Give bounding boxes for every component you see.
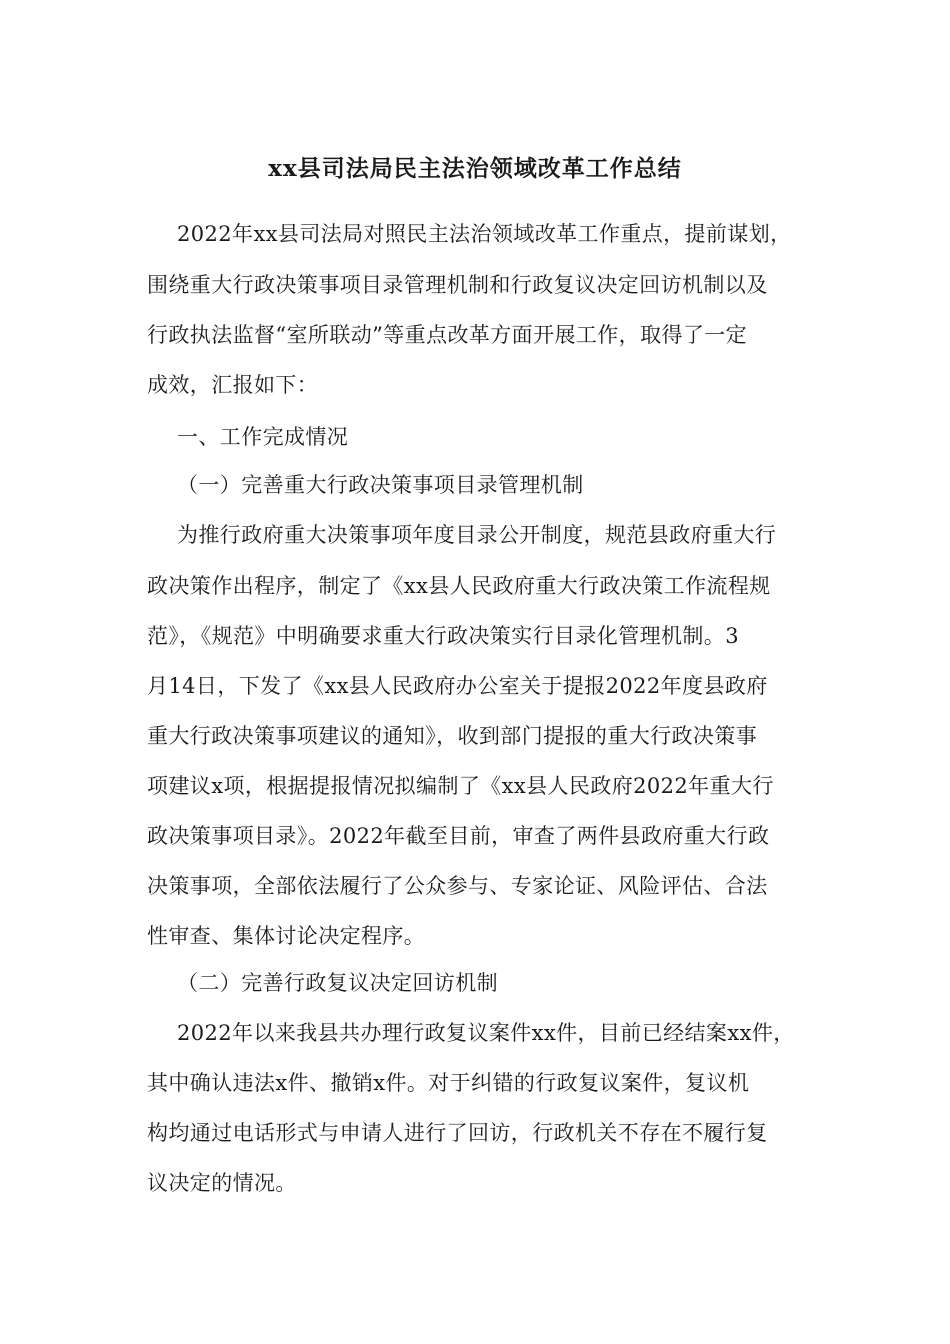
- document-title: xx县司法局民主法治领域改革工作总结: [268, 155, 682, 182]
- subsection-2-line-2: 其中确认违法x件、撤销x件。对于纠错的行政复议案件，复议机: [147, 1071, 750, 1095]
- section-heading: 一、工作完成情况: [177, 425, 349, 449]
- subsection-1-line-3: 范》，《规范》中明确要求重大行政决策实行目录化管理机制。3: [147, 624, 739, 648]
- intro-line-1: 2022年xx县司法局对照民主法治领域改革工作重点，提前谋划，: [177, 222, 792, 246]
- subsection-2-line-1: 2022年以来我县共办理行政复议案件xx件，目前已经结案xx件，: [177, 1021, 795, 1045]
- subsection-2-line-4: 议决定的情况。: [147, 1171, 297, 1195]
- subsection-1-line-8: 决策事项，全部依法履行了公众参与、专家论证、风险评估、合法: [147, 874, 768, 898]
- intro-line-3: 行政执法监督“室所联动”等重点改革方面开展工作，取得了一定: [147, 323, 748, 347]
- subsection-1-line-2: 政决策作出程序，制定了《xx县人民政府重大行政决策工作流程规: [147, 574, 771, 598]
- intro-line-2: 围绕重大行政决策事项目录管理机制和行政复议决定回访机制以及: [147, 273, 768, 297]
- subsection-1-line-5: 重大行政决策事项建议的通知》，收到部门提报的重大行政决策事: [147, 724, 758, 748]
- subsection-2-heading: （二）完善行政复议决定回访机制: [177, 971, 498, 995]
- intro-line-4: 成效，汇报如下：: [147, 373, 319, 397]
- subsection-1-line-6: 项建议x项，根据提报情况拟编制了《xx县人民政府2022年重大行: [147, 774, 774, 798]
- subsection-1-line-4: 月14日，下发了《xx县人民政府办公室关于提报2022年度县政府: [147, 674, 768, 698]
- subsection-1-heading: （一）完善重大行政决策事项目录管理机制: [177, 473, 584, 497]
- subsection-1-line-9: 性审查、集体讨论决定程序。: [147, 924, 426, 948]
- subsection-1-line-1: 为推行政府重大决策事项年度目录公开制度，规范县政府重大行: [177, 523, 777, 547]
- subsection-2-line-3: 构均通过电话形式与申请人进行了回访，行政机关不存在不履行复: [147, 1121, 768, 1145]
- subsection-1-line-7: 政决策事项目录》。2022年截至目前，审查了两件县政府重大行政: [147, 824, 770, 848]
